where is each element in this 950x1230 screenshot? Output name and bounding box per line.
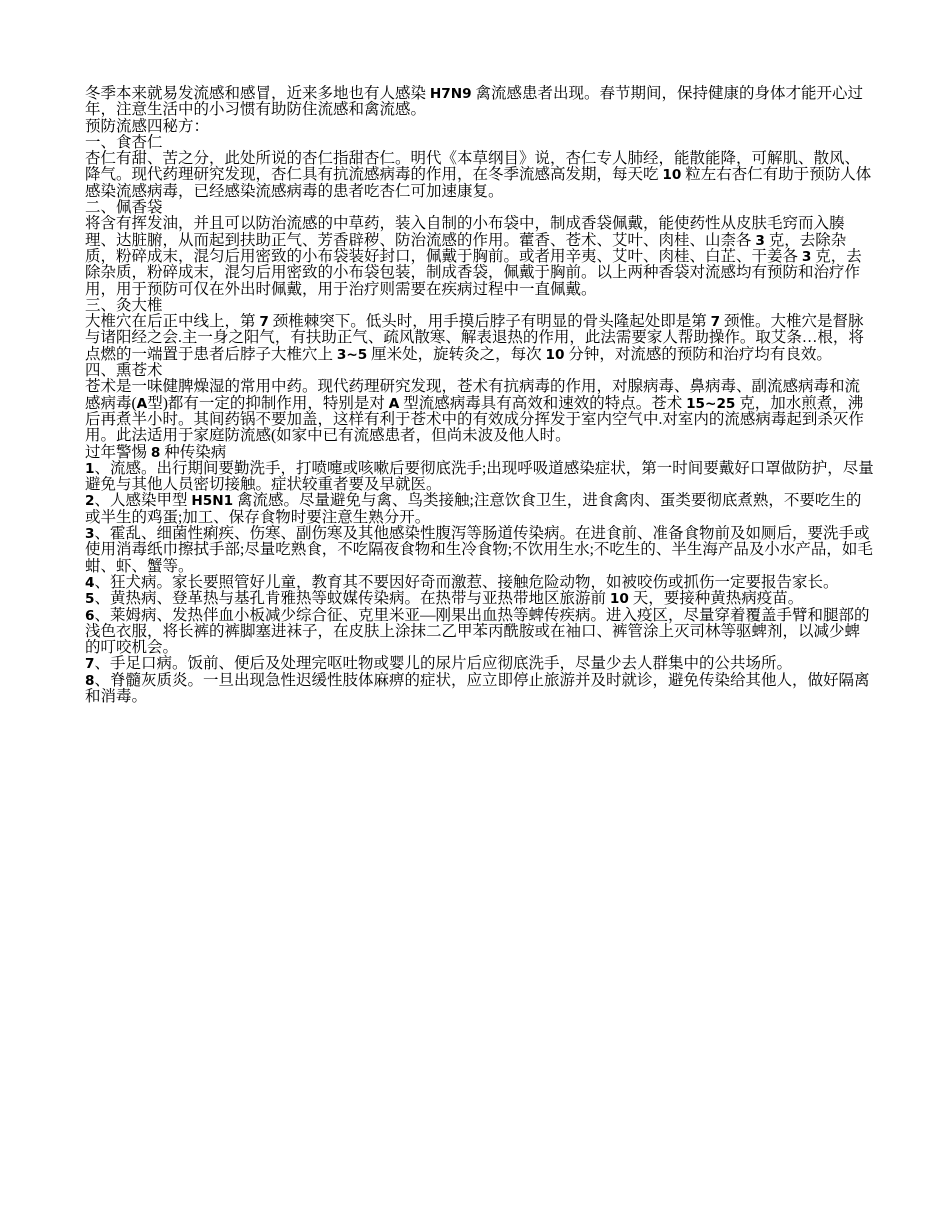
heading-8-diseases: 过年警惕 8 种传染病 xyxy=(85,443,227,461)
heading-4-fumigate: 四、熏苍术 xyxy=(85,362,163,380)
article-body xyxy=(85,86,875,705)
heading-2-sachet: 二、佩香袋 xyxy=(85,199,163,217)
list-item-2-h5n1: 2、人感染甲型 H5N1 禽流感。尽量避免与禽、鸟类接触;注意饮食卫生，进食禽肉、蛋类要彻底煮熟，不要吃生的或半生的鸡蛋;加工、保存食物时要注意生熟分开。 xyxy=(85,492,862,526)
intro-paragraph: 冬季本来就易发流感和感冒，近来多地也有人感染 H7N9 禽流感患者出现。春节期间，保持健康的身体才能开心过年，注意生活中的小习惯有助防住流感和禽流感。 xyxy=(85,85,864,119)
paragraph-almond: 杏仁有甜、苦之分，此处所说的杏仁指甜杏仁。明代《本草纲目》说，杏仁专人肺经，能散能降，可解肌、散风、降气。现代药理研究发现，杏仁具有抗流感病毒的作用，在冬季流感高发期，每天吃 10 粒左右杏仁有助于预防人体感染流感病毒，已经感染流感病毒的患者吃杏仁可加速康复。 xyxy=(85,150,872,200)
heading-3-moxa-dazhui: 三、灸大椎 xyxy=(85,296,163,314)
list-item-5-yellow-fever: 5、黄热病、登革热与基孔肯雅热等蚊媒传染病。在热带与亚热带地区旅游前 10 天，要接种黄热病疫苗。 xyxy=(85,590,804,608)
paragraph-sachet: 将含有挥发油，并且可以防治流感的中草药，装入自制的小布袋中，制成香袋佩戴，能使药性从皮肤毛窍而入腠理、达脏腑，从而起到扶助正气、芳香辟秽、防治流感的作用。藿香、苍术、艾叶、肉桂、山柰各 3 克，去除杂质，粉碎成末，混匀后用密致的小布袋装好封口，佩戴于胸前。或者用辛夷、艾叶、肉桂、白芷、干姜各 3 克，去除杂质，粉碎成末，混匀后用密致的小布袋包装，制成香袋，佩戴于胸前。以上两种香袋对流感均有预防和治疗作用，用于预防可仅在外出时佩戴，用于治疗则需要在疾病过程中一直佩戴。 xyxy=(85,215,862,298)
paragraph-atractylodes: 苍术是一味健脾燥湿的常用中药。现代药理研究发现，苍术有抗病毒的作用，对腺病毒、鼻病毒、副流感病毒和流感病毒(A型)都有一定的抑制作用，特别是对 A 型流感病毒具有高效和速效的特点。苍术 15~25 克，加水煎煮，沸后再煮半小时。其间药锅不要加盖，这样有利于苍术中的有效成分挥发于室内空气中.对室内的流感病毒起到杀灭作用。此法适用于家庭防流感(如家中已有流感患者，但尚未波及他人时。 xyxy=(85,378,864,445)
paragraph-dazhui: 大椎穴在后正中线上，第 7 颈椎棘突下。低头时，用手摸后脖子有明显的骨头隆起处即是第 7 颈惟。大椎穴是督脉与诸阳经之会.主一身之阳气，有扶助正气、疏风散寒、解表退热的作用，此法需要家人帮助操作。取艾条…根，将点燃的一端置于患者后脖子大椎穴上 3~5 厘米处，旋转灸之，每次 10 分钟，对流感的预防和治疗均有良效。 xyxy=(85,313,864,363)
list-item-1-flu: 1、流感。出行期间要勤洗手，打喷嚏或咳嗽后要彻底洗手;出现呼吸道感染症状，第一时间要戴好口罩做防护，尽量避免与其他人员密切接触。症状较重者要及早就医。 xyxy=(85,459,874,494)
list-item-6-lyme: 6、莱姆病、发热伴血小板减少综合征、克里米亚—刚果出血热等蜱传疾病。进入疫区，尽量穿着覆盖手臂和腿部的浅色衣服，将长裤的裤脚塞进袜子，在皮肤上涂抹二乙甲苯丙酰胺或在袖口、裤管涂上灭司林等驱蜱剂，以减少蜱的叮咬机会。 xyxy=(85,606,870,657)
list-item-3-cholera: 3、霍乱、细菌性痢疾、伤寒、副伤寒及其他感染性腹泻等肠道传染病。在进食前、准备食物前及如厕后，要洗手或使用消毒纸巾擦拭手部;尽量吃熟食，不吃隔夜食物和生冷食物;不饮用生水;不吃生的、半生海产品及小水产品，如毛蚶、虾、蟹等。 xyxy=(85,525,873,575)
list-item-4-rabies: 4、狂犬病。家长要照管好儿童，教育其不要因好奇而激惹、接触危险动物，如被咬伤或抓伤一定要报告家长。 xyxy=(85,573,839,591)
heading-1-eat-almond: 一、食杏仁 xyxy=(85,133,163,151)
heading-four-secrets: 预防流感四秘方： xyxy=(85,117,210,135)
list-item-8-polio: 8、脊髓灰质炎。一旦出现急性迟缓性肢体麻痹的症状，应立即停止旅游并及时就诊，避免传染给其他人，做好隔离和消毒。 xyxy=(85,671,870,705)
list-item-7-hfmd: 7、手足口病。饭前、便后及处理完呕吐物或婴儿的尿片后应彻底洗手，尽量少去人群集中的公共场所。 xyxy=(85,655,792,673)
